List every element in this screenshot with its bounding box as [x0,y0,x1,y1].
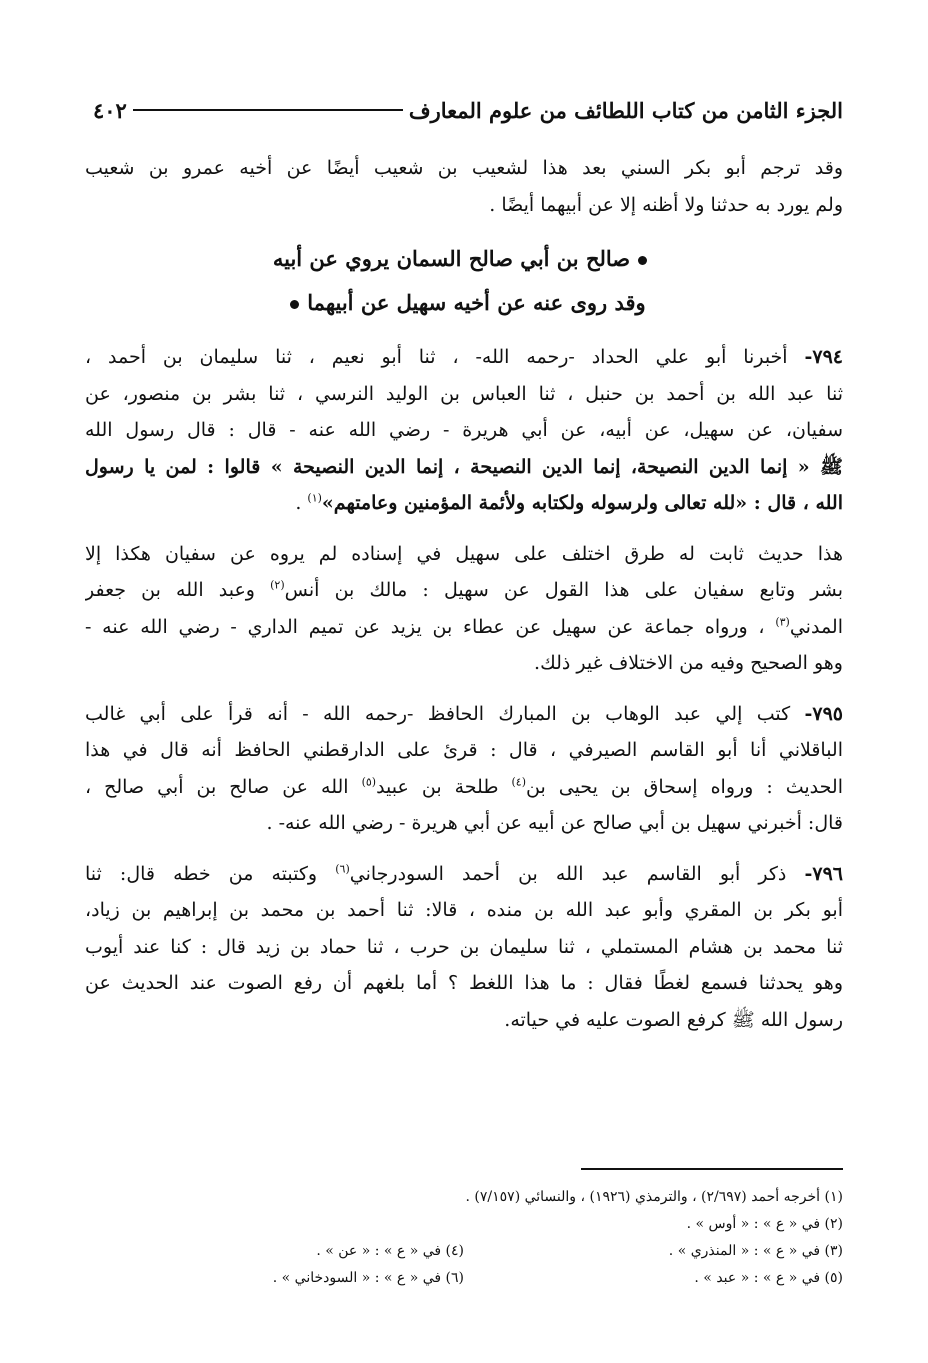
footnote-ref[interactable]: (٤) [511,775,526,789]
hadith-796-line-2: أبو بكر بن المقري وأبو عبد الله بن منده ، قالا: ثنا أحمد بن محمد بن إبراهيم بن زياد، [85,899,843,921]
hadith-795-line-4: قال: أخبرني سهيل بن أبي صالح عن أبيه عن أبي هريرة - رضي الله عنه- . [266,812,843,834]
hadith-794-line-5: الله ، قال : «لله تعالى ولرسوله ولكتابه ولأئمة المؤمنين وعامتهم»$^{(١)}$ . [295,491,843,514]
comment-line-4: وهو الصحيح وفيه من الاختلاف غير ذلك. [534,652,843,674]
footnote-ref[interactable]: (٦) [335,862,350,876]
footnote-6: (٦) في « ع » : « السودخاني » . [272,1270,464,1286]
footnote-2: (٢) في « ع » : « أوس » . [686,1216,843,1232]
comment-line-1: هذا حديث ثابت له طرق اختلف على سهيل في إسناده لم يروه عن سفيان هكذا إلا [85,542,843,565]
comment-line-3: المدني$^{(٣)}$ ، ورواه جماعة عن سهيل عن عطاء بن يزيد عن تميم الداري - رضي الله عنه - [85,615,843,638]
hadith-795-line-3: الحديث : ورواه إسحاق بن يحيى بن$^{(٤)}$ طلحة بن عبيد$^{(٥)}$ الله عن صالح بن أبي صالح ، [85,775,843,798]
hadith-794-line-3: سفيان، عن سهيل، عن أبيه، عن أبي هريرة - رضي الله عنه - قال : قال رسول الله [85,419,843,441]
hadith-796-line-5: رسول الله ﷺ كرفع الصوت عليه في حياته. [504,1008,843,1031]
comment-line-2: بشر وتابع سفيان على هذا القول عن سهيل : مالك بن أنس$^{(٢)}$ وعبد الله بن جعفر [85,578,843,601]
page-body [85,150,843,1038]
running-header [85,92,843,128]
hadith-795-line-2: الباقلاني أنا أبو القاسم الصيرفي ، قال : قرئ على الدارقطني الحافظ أنه قال في هذا [85,739,843,761]
footnote-ref[interactable]: (١) [307,491,322,505]
footnote-ref[interactable]: (٥) [361,775,377,789]
hadith-794-line-4: ﷺ « إنما الدين النصيحة، إنما الدين النصيحة ، إنما الدين النصيحة » قالوا : لمن يا رسول [85,455,843,478]
footnote-ref[interactable]: (٣) [775,615,790,629]
hadith-number: ٧٩٤- [804,346,843,368]
running-title: الجزء الثامن من كتاب اللطائف من علوم المعارف [408,97,843,123]
footnote-separator [581,1168,843,1170]
footnotes [85,1184,843,1292]
section-heading-2: وقد روى عنه عن أخيه سهيل عن أبيهما [85,281,843,325]
header-rule [133,109,403,111]
hadith-794-line-2: ثنا عبد الله بن أحمد بن حنبل ، ثنا العباس بن الوليد النرسي ، ثنا بشر بن منصور، عن [85,382,843,405]
footnote-4: (٤) في « ع » : « عن » . [316,1243,464,1259]
footnote-ref[interactable]: (٢) [270,578,285,592]
hadith-796-line-4: وهو يحدثنا فسمع لغطًا فقال : ما هذا اللغط ؟ أما بلغهم أن رفع الصوت عند الحديث عن [85,972,843,994]
hadith-796-line-3: ثنا محمد بن هشام المستملي ، ثنا سليمان بن حرب ، ثنا حماد بن زيد قال : كنا عند أيوب [85,935,843,958]
bullet-dot-icon [290,300,299,309]
hadith-795-line-1: ٧٩٥- كتب إلي عبد الوهاب بن المبارك الحافظ -رحمه الله - أنه قرأ على أبي غالب [85,702,843,725]
hadith-number: ٧٩٥- [804,702,843,725]
hadith-number: ٧٩٦- [804,862,843,885]
footnote-5: (٥) في « ع » : « عبد » . [694,1270,843,1286]
intro-line-2: ولم يورد به حدثنا ولا أظنه إلا عن أبيهما أيضًا . [489,193,843,216]
page-number: ٤٠٢ [93,97,127,123]
hadith-794-line-1: ٧٩٤- أخبرنا أبو علي الحداد -رحمه الله- ، ثنا أبو نعيم ، ثنا سليمان بن أحمد ، [85,346,843,368]
footnote-3: (٣) في « ع » : « المنذري » . [668,1243,843,1259]
footnote-row-5-6 [85,1265,843,1292]
section-heading-1: صالح بن أبي صالح السمان يروي عن أبيه [85,237,843,281]
bullet-dot-icon [638,256,647,265]
footnote-row-3-4 [85,1238,843,1265]
hadith-796-line-1: ٧٩٦- ذكر أبو القاسم عبد الله بن أحمد السودرجاني$^{(٦)}$ وكتبته من خطه قال: ثنا [85,862,843,885]
footnote-1: (١) أخرجه أحمد (٢/٦٩٧) ، والترمذي (١٩٢٦) ، والنسائي (٧/١٥٧) . [465,1189,843,1205]
intro-line-1: وقد ترجم أبو بكر السني بعد هذا لشعيب بن شعيب أيضًا عن أخيه عمرو بن شعيب [85,157,843,179]
